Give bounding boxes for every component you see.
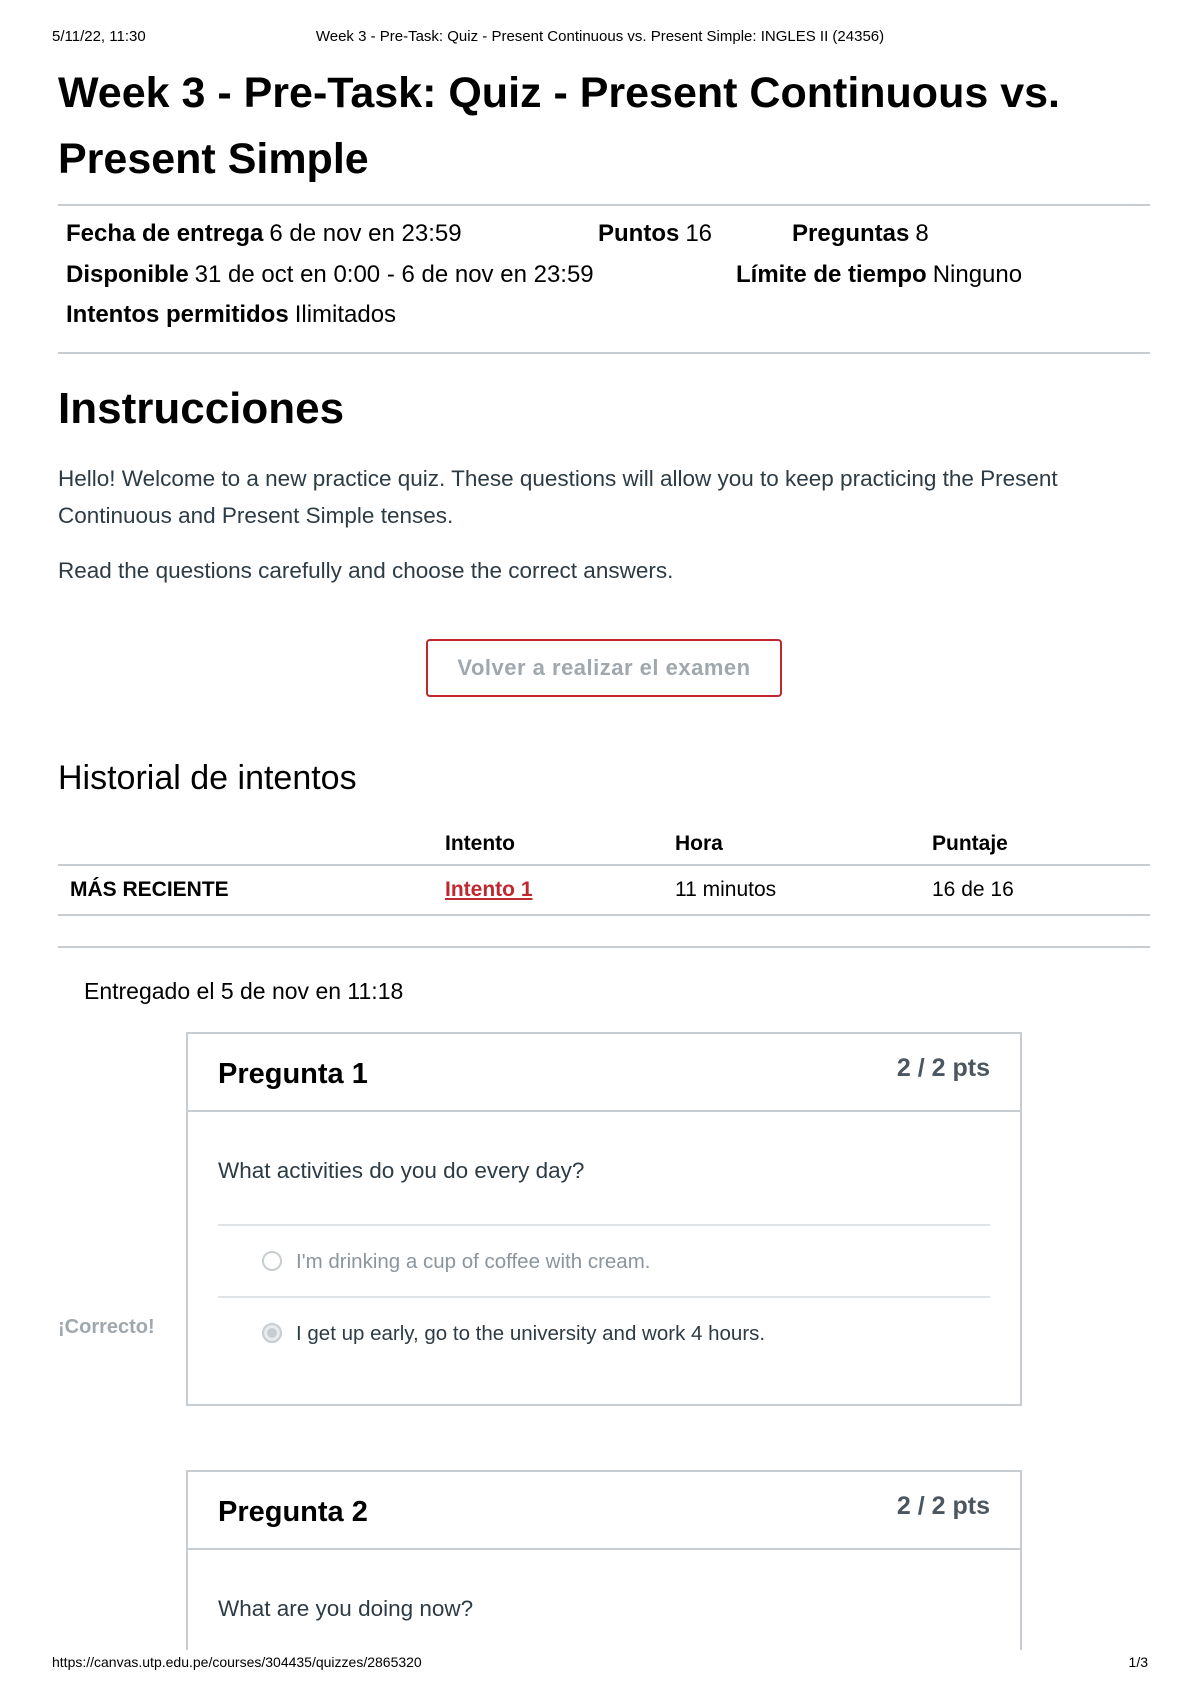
column-header-empty: [58, 824, 433, 865]
column-header-score: Puntaje: [920, 824, 1150, 865]
question-points: 2 / 2 pts: [896, 1054, 990, 1082]
table-header-row: [58, 824, 1150, 865]
answer-option[interactable]: [218, 1224, 990, 1296]
print-url: https://canvas.utp.edu.pe/courses/304435/quizzes/2865320: [52, 1654, 422, 1670]
score-cell: 16 de 16: [920, 865, 1150, 915]
radio-unselected-icon: [262, 1251, 282, 1271]
question-body: [188, 1112, 1020, 1368]
points: [598, 220, 712, 248]
question-points: 2 / 2 pts: [896, 1492, 990, 1520]
allowed-attempts: [66, 301, 396, 329]
print-document-title: Week 3 - Pre-Task: Quiz - Present Continuous vs. Present Simple: INGLES II (24356): [315, 28, 885, 45]
attempt-link[interactable]: Intento 1: [445, 878, 533, 901]
question-text: What are you doing now?: [218, 1596, 474, 1621]
retake-quiz-button[interactable]: Volver a realizar el examen: [426, 639, 782, 697]
question-body: [188, 1550, 1020, 1622]
question-header: [188, 1472, 1020, 1550]
row-label: MÁS RECIENTE: [58, 865, 433, 915]
question-card: [186, 1032, 1022, 1406]
column-header-attempt: Intento: [433, 824, 663, 865]
page-number: 1/3: [1128, 1654, 1148, 1670]
question-header: [188, 1034, 1020, 1112]
allowed-attempts-value: Ilimitados: [294, 301, 397, 328]
time-limit-value: Ninguno: [932, 261, 1023, 288]
instructions-heading: Instrucciones: [58, 384, 345, 433]
time-limit: [736, 261, 1022, 289]
attempt-cell: [433, 865, 663, 915]
answer-option[interactable]: [218, 1296, 990, 1368]
column-header-time: Hora: [663, 824, 920, 865]
attempt-history-heading: Historial de intentos: [58, 759, 357, 797]
print-header: [52, 28, 1148, 48]
main-content: [58, 60, 1150, 1005]
quiz-details: [58, 204, 1150, 354]
question-count-label: Preguntas: [792, 220, 910, 247]
correct-indicator: ¡Correcto!: [58, 1316, 155, 1338]
due-date-value: 6 de nov en 23:59: [269, 220, 462, 247]
due-date-label: Fecha de entrega: [66, 220, 264, 247]
print-footer: [52, 1654, 1148, 1674]
availability-label: Disponible: [66, 261, 189, 288]
allowed-attempts-label: Intentos permitidos: [66, 301, 289, 328]
due-date: [66, 220, 462, 248]
question-count-value: 8: [915, 220, 929, 247]
question-count: [792, 220, 929, 248]
question-text: What activities do you do every day?: [218, 1158, 585, 1183]
points-value: 16: [685, 220, 713, 247]
answer-label: I get up early, go to the university and work 4 hours.: [296, 1322, 766, 1345]
time-limit-label: Límite de tiempo: [736, 261, 927, 288]
time-cell: 11 minutos: [663, 865, 920, 915]
instructions-paragraph: Read the questions carefully and choose the correct answers.: [58, 558, 674, 583]
instructions-paragraph: Hello! Welcome to a new practice quiz. These questions will allow you to keep practicing the Present Continuous and Present Simple tenses.: [58, 466, 1058, 528]
page-title: Week 3 - Pre-Task: Quiz - Present Continuous vs. Present Simple: [58, 69, 1060, 183]
table-row: [58, 865, 1150, 915]
question-title: Pregunta 1: [218, 1058, 368, 1090]
points-label: Puntos: [598, 220, 680, 247]
question-card: [186, 1470, 1022, 1650]
divider: [58, 946, 1150, 948]
submitted-timestamp: Entregado el 5 de nov en 11:18: [84, 978, 404, 1004]
print-date: 5/11/22, 11:30: [52, 28, 146, 45]
radio-selected-icon: [262, 1323, 282, 1343]
retake-container: [58, 639, 1150, 697]
availability-value: 31 de oct en 0:00 - 6 de nov en 23:59: [194, 261, 594, 288]
availability: [66, 261, 594, 289]
answer-label: I'm drinking a cup of coffee with cream.: [296, 1250, 651, 1273]
question-title: Pregunta 2: [218, 1496, 368, 1528]
attempt-history-table: [58, 824, 1150, 916]
